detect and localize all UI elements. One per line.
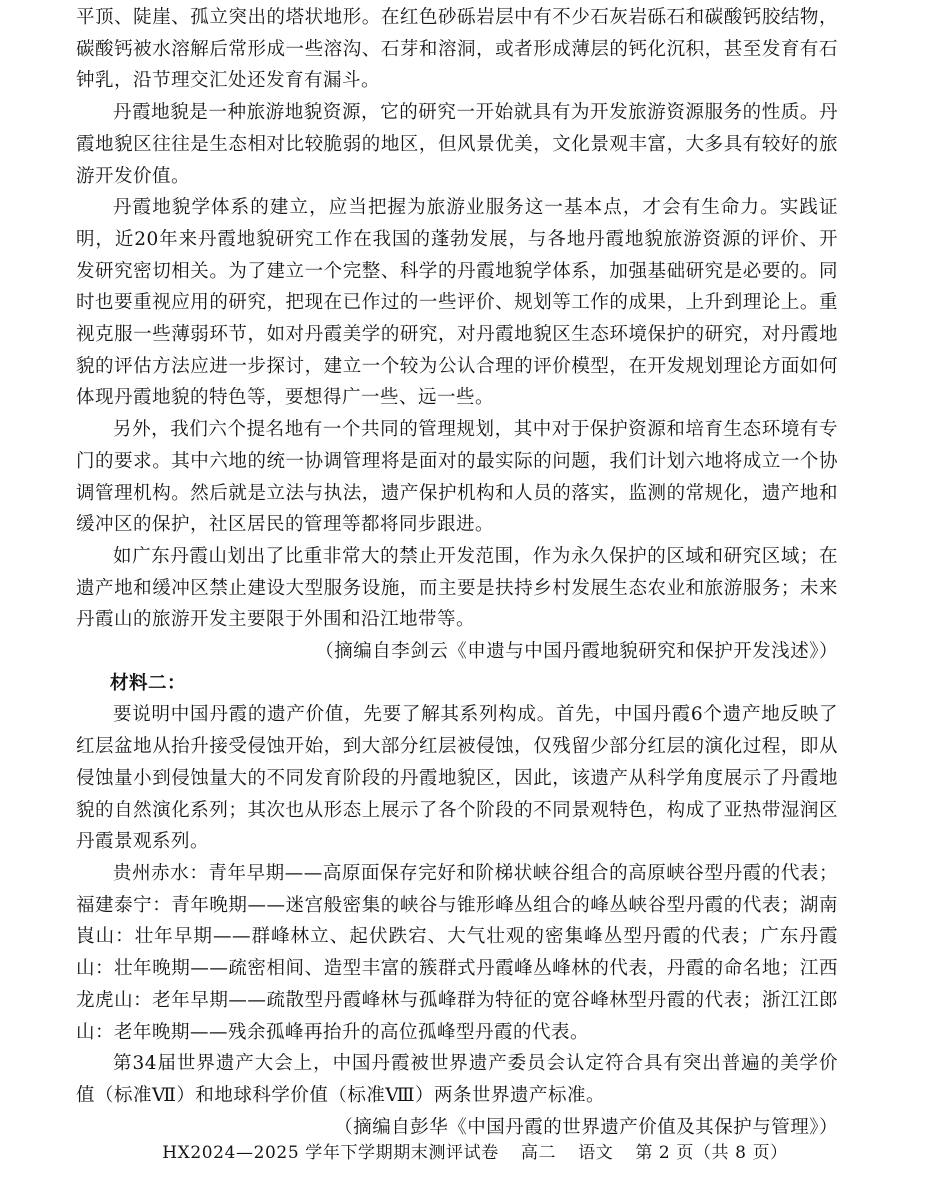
exam-title: HX2024—2025 学年下学期期末测评试卷 [162,1143,499,1163]
paragraph: 要说明中国丹霞的遗产价值，先要了解其系列构成。首先，中国丹霞6个遗产地反映了红层盆地从抬升接受侵蚀开始，到大部分红层被侵蚀，仅残留少部分红层的演化过程，即从侵蚀量小到侵蚀量大的不同发育阶段的丹霞地貌区，因此，该遗产从科学角度展示了丹霞地貌的自然演化系列；其次也从形态上展示了各个阶段的不同景观特色，构成了亚热带湿润区丹霞景观系列。 [76,704,838,853]
page-footer [0,1138,950,1170]
subject-label: 语文 [578,1143,614,1163]
page-number: 第 2 页（共 8 页） [635,1143,788,1163]
paragraph: 另外，我们六个提名地有一个共同的管理规划，其中对于保护资源和培育生态环境有专门的要求。其中六地的统一协调管理将是面对的最实际的问题，我们计划六地将成立一个协调管理机构。然后就是立法与执法，遗产保护机构和人员的落实，监测的常规化，遗产地和缓冲区的保护，社区居民的管理等都将同步跟进。 [76,419,838,536]
paragraph-continuation: 平顶、陡崖、孤立突出的塔状地形。在红色砂砾岩层中有不少石灰岩砾石和碳酸钙胶结物，碳酸钙被水溶解后常形成一些溶沟、石芽和溶洞，或者形成薄层的钙化沉积，甚至发育有石钟乳，沿节理交汇处还发育有漏斗。 [76,7,838,92]
paragraph: 贵州赤水：青年早期——高原面保存完好和阶梯状峡谷组合的高原峡谷型丹霞的代表；福建泰宁：青年晚期——迷宫般密集的峡谷与锥形峰丛组合的峰丛峡谷型丹霞的代表；湖南崀山：壮年早期——群峰林立、起伏跌宕、大气壮观的密集峰丛型丹霞的代表；广东丹霞山：壮年晚期——疏密相间、造型丰富的簇群式丹霞峰丛峰林的代表，丹霞的命名地；江西龙虎山：老年早期——疏散型丹霞峰林与孤峰群为特征的宽谷峰林型丹霞的代表；浙江江郎山：老年晚期——残余孤峰再抬升的高位孤峰型丹霞的代表。 [76,862,838,1043]
paragraph: 丹霞地貌学体系的建立，应当把握为旅游业服务这一基本点，才会有生命力。实践证明，近20年来丹霞地貌研究工作在我国的蓬勃发展，与各地丹霞地貌旅游资源的评价、开发研究密切相关。为了建立一个完整、科学的丹霞地貌学体系，加强基础研究是必要的。同时也要重视应用的研究，把现在已作过的一些评价、规划等工作的成果，上升到理论上。重视克服一些薄弱环节，如对丹霞美学的研究，对丹霞地貌区生态环境保护的研究，对丹霞地貌的评估方法应进一步探讨，建立一个较为公认合理的评价模型，在开发规划理论方面如何体现丹霞地貌的特色等，要想得广一些、远一些。 [76,197,838,409]
source-citation: （摘编自彭华《中国丹霞的世界遗产价值及其保护与管理》） [334,1116,838,1138]
paragraph: 如广东丹霞山划出了比重非常大的禁止开发范围，作为永久保护的区域和研究区域；在遗产地和缓冲区禁止建设大型服务设施，而主要是扶持乡村发展生态农业和旅游服务；未来丹霞山的旅游开发主要限于外围和沿江地带等。 [76,545,838,631]
grade-label: 高二 [520,1143,557,1163]
source-citation: （摘编自李剑云《申遗与中国丹霞地貌研究和保护开发浅述》） [315,641,838,663]
paragraph: 第34届世界遗产大会上，中国丹霞被世界遗产委员会认定符合具有突出普遍的美学价值（标准Ⅶ）和地球科学价值（标准Ⅷ）两条世界遗产标准。 [76,1053,838,1106]
paragraph: 丹霞地貌是一种旅游地貌资源，它的研究一开始就具有为开发旅游资源服务的性质。丹霞地貌区往往是生态相对比较脆弱的地区，但风景优美，文化景观丰富，大多具有较好的旅游开发价值。 [76,102,838,187]
section-heading: 材料二： [110,672,187,694]
